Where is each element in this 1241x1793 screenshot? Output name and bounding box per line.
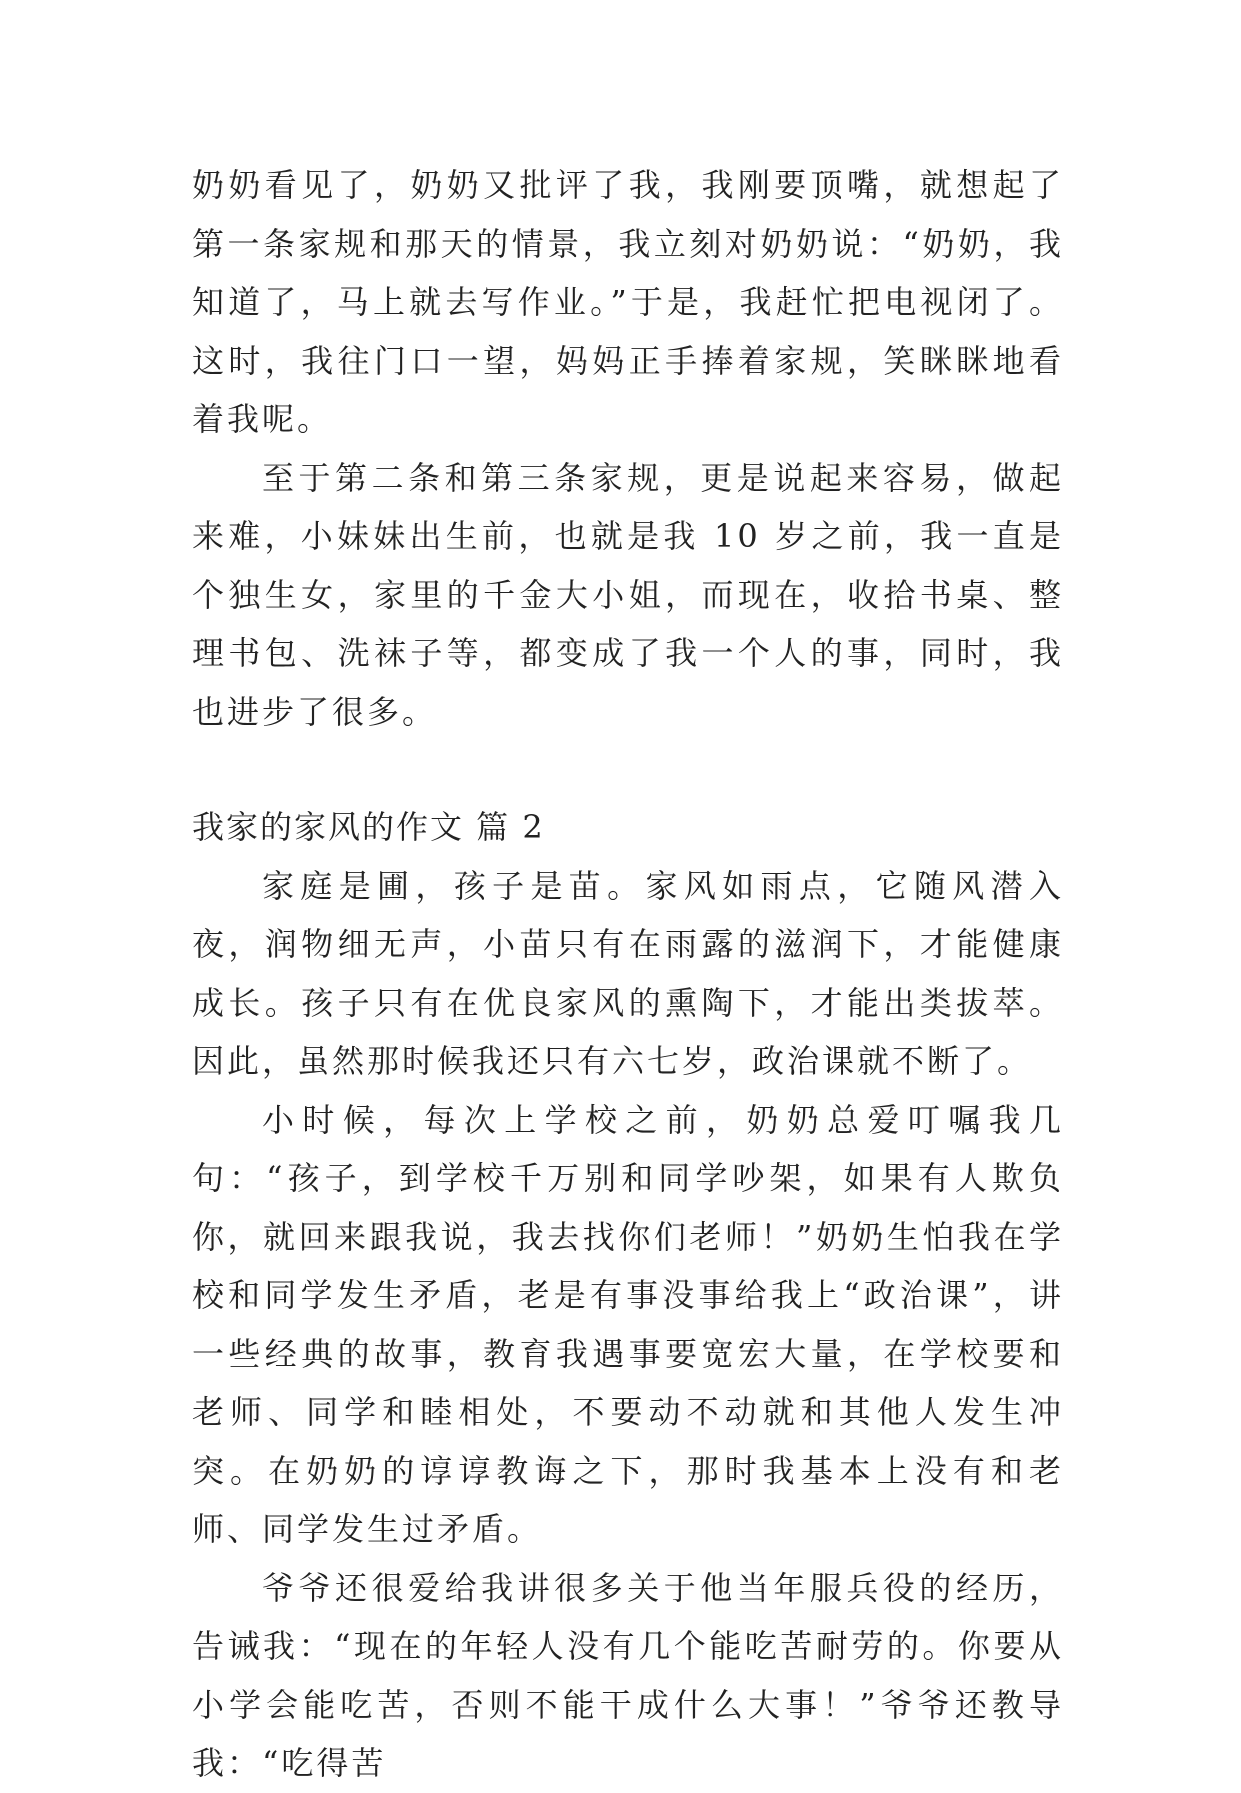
paragraph-family-style: 家庭是圃，孩子是苗。家风如雨点，它随风潜入夜，润物细无声，小苗只有在雨露的滋润下，才能健康成长。孩子只有在优良家风的熏陶下，才能出类拔萃。因此，虽然那时候我还只有六七岁，政治课就不断了。	[192, 866, 1064, 1080]
paragraph-family-rules: 至于第二条和第三条家规，更是说起来容易，做起来难，小妹妹出生前，也就是我 10 岁之前，我一直是个独生女，家里的千金大小姐，而现在，收拾书桌、整理书包、洗袜子等，都变成了我一个人的事，同时，我也进步了很多。	[192, 458, 1064, 731]
paragraph-grandpa: 爷爷还很爱给我讲很多关于他当年服兵役的经历，告诫我：“现在的年轻人没有几个能吃苦耐劳的。你要从小学会能吃苦，否则不能干成什么大事！”爷爷还教导我：“吃得苦	[192, 1568, 1064, 1782]
paragraph-grandma: 小时候，每次上学校之前，奶奶总爱叮嘱我几句：“孩子，到学校千万别和同学吵架，如果有人欺负你，就回来跟我说，我去找你们老师！”奶奶生怕我在学校和同学发生矛盾，老是有事没事给我上“政治课”，讲一些经典的故事，教育我遇事要宽宏大量，在学校要和老师、同学和睦相处，不要动不动就和其他人发生冲突。在奶奶的谆谆教诲之下，那时我基本上没有和老师、同学发生过矛盾。	[192, 1100, 1064, 1548]
paragraph-continuation: 奶奶看见了，奶奶又批评了我，我刚要顶嘴，就想起了第一条家规和那天的情景，我立刻对奶奶说：“奶奶，我知道了，马上就去写作业。”于是，我赶忙把电视闭了。这时，我往门口一望，妈妈正手捧着家规，笑眯眯地看着我呢。	[192, 166, 1064, 438]
section-title: 我家的家风的作文 篇 2	[192, 808, 545, 846]
document-body	[192, 156, 1064, 1793]
